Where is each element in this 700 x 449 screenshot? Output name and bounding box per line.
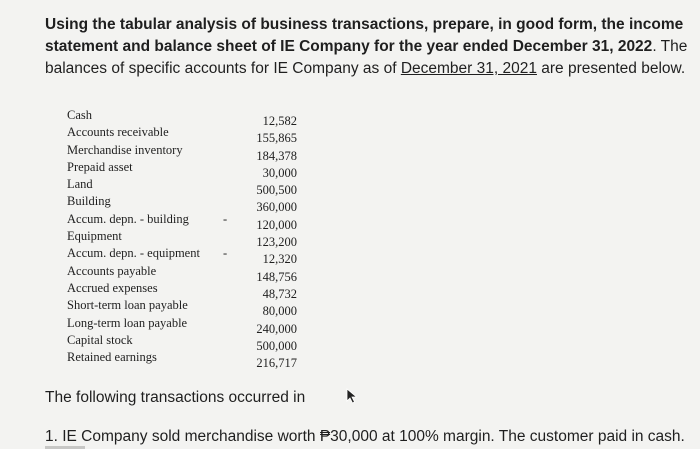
account-name: Long-term loan payable bbox=[67, 315, 188, 330]
account-name: Land bbox=[67, 177, 93, 192]
account-row bbox=[67, 280, 297, 301]
account-balance: 12,320 bbox=[262, 252, 297, 267]
account-name: Accounts receivable bbox=[67, 125, 169, 140]
account-balance: 148,756 bbox=[256, 269, 297, 284]
transaction-item: 1. IE Company sold merchandise worth ₱30,000 at 100% margin. The customer paid in cash. bbox=[45, 428, 685, 445]
account-name: Building bbox=[67, 194, 111, 209]
following-transactions-heading: The following transactions occurred in bbox=[45, 389, 306, 406]
account-name: Capital stock bbox=[67, 332, 133, 347]
mouse-pointer-icon bbox=[346, 388, 358, 404]
account-balance: 184,378 bbox=[256, 148, 297, 163]
account-name: Accrued expenses bbox=[67, 280, 158, 295]
account-balance: 12,582 bbox=[262, 114, 297, 128]
account-balance: 216,717 bbox=[256, 356, 297, 371]
account-row bbox=[67, 263, 297, 284]
account-name: Merchandise inventory bbox=[67, 142, 183, 157]
account-row bbox=[67, 332, 297, 353]
account-name: Cash bbox=[67, 108, 92, 122]
account-name: Accounts payable bbox=[67, 263, 157, 278]
account-row bbox=[67, 159, 297, 180]
account-balance: 123,200 bbox=[256, 235, 297, 250]
statement-tail: are presented below. bbox=[536, 60, 686, 77]
statement-instruction: Using the tabular analysis of business transactions, prepare, in good form, the income statement and balance sheet of IE Company for the year ended December 31, 2022 bbox=[45, 16, 684, 55]
account-row bbox=[67, 108, 297, 128]
account-name: Prepaid asset bbox=[67, 159, 133, 174]
account-row bbox=[67, 298, 297, 319]
account-balances-table bbox=[67, 108, 297, 371]
account-balance: 500,000 bbox=[256, 338, 297, 353]
account-balance: 48,732 bbox=[262, 286, 297, 301]
account-balance: 240,000 bbox=[256, 321, 297, 336]
account-balance: 120,000 bbox=[256, 217, 297, 232]
account-row bbox=[67, 350, 297, 371]
account-row bbox=[67, 229, 297, 250]
problem-statement bbox=[45, 14, 695, 80]
contra-sign: - bbox=[223, 246, 228, 261]
account-row bbox=[67, 125, 297, 146]
account-name: Short-term loan payable bbox=[67, 298, 188, 313]
account-balance: 360,000 bbox=[256, 200, 297, 215]
account-row bbox=[67, 246, 297, 267]
account-name: Equipment bbox=[67, 229, 122, 244]
account-row bbox=[67, 142, 297, 163]
account-row bbox=[67, 194, 297, 215]
account-row bbox=[67, 177, 297, 198]
account-row bbox=[67, 211, 297, 232]
account-name: Accum. depn. - equipment bbox=[67, 246, 200, 261]
account-name: Retained earnings bbox=[67, 350, 157, 365]
contra-sign: - bbox=[223, 211, 228, 226]
statement-text: . The balances of specific accounts for IE Company as of bbox=[45, 38, 688, 77]
account-row bbox=[67, 315, 297, 336]
statement-date: December 31, 2021 bbox=[400, 60, 537, 77]
account-balance: 155,865 bbox=[256, 131, 297, 146]
account-balance: 500,500 bbox=[256, 183, 297, 198]
account-name: Accum. depn. - building bbox=[67, 211, 189, 226]
account-balance: 30,000 bbox=[262, 165, 297, 180]
account-balance: 80,000 bbox=[262, 304, 297, 319]
